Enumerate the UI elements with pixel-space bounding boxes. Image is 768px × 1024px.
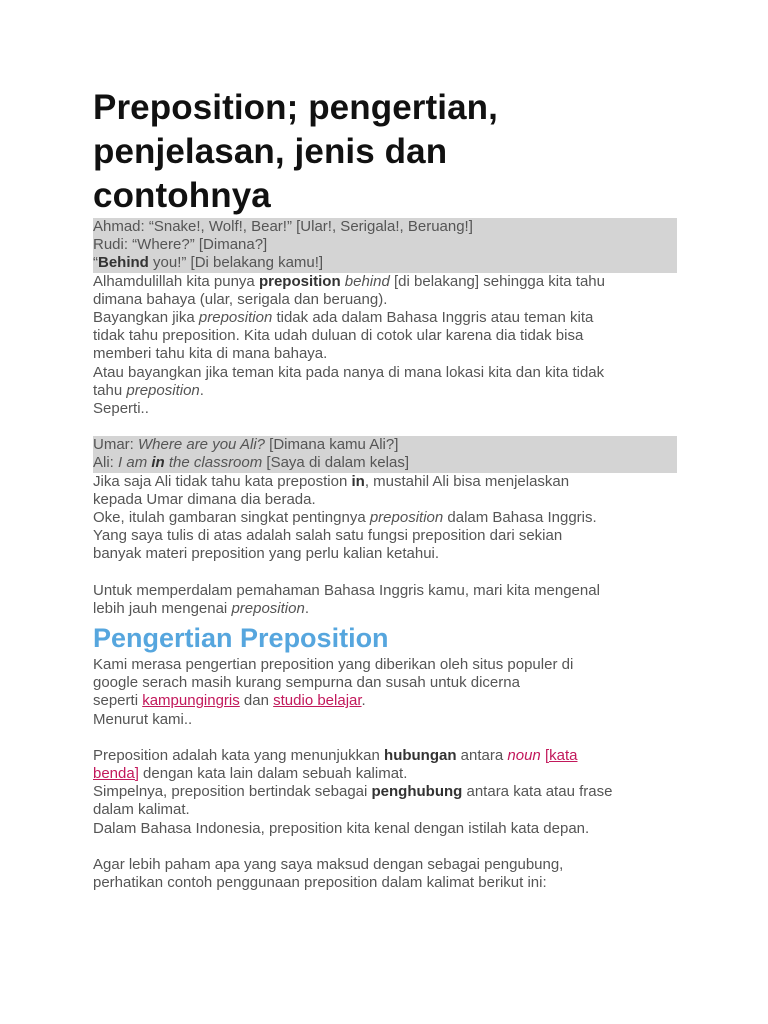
text: antara kata atau frase [462, 783, 613, 801]
text: , mustahil Ali bisa menjelaskan [364, 472, 570, 490]
paragraph-5 [93, 509, 683, 564]
text: lebih jauh mengenai [93, 599, 232, 617]
dialog-line [93, 254, 677, 272]
page-title [93, 86, 683, 218]
text: Umar: [93, 436, 138, 454]
text: . [361, 692, 366, 710]
text: dan [239, 692, 274, 710]
spacer [93, 418, 683, 436]
text-line [93, 273, 683, 291]
text: Preposition adalah kata yang menunjukkan [93, 746, 385, 764]
text-line: dimana bahaya (ular, serigala dan beruang). [93, 290, 388, 308]
bold-word: in [351, 472, 365, 490]
dialog-line: Ahmad: “Snake!, Wolf!, Bear!” [Ular!, Serigala!, Beruang!] [93, 218, 473, 235]
dialog-line [93, 436, 677, 454]
text-line: Untuk memperdalam pemahaman Bahasa Inggris kamu, mari kita mengenal [93, 581, 600, 599]
italic-word: preposition [369, 509, 444, 527]
bold-italic-word: in [151, 454, 165, 472]
section-heading: Pengertian Preposition [93, 623, 389, 654]
text-line: memberi tahu kita di mana bahaya. [93, 345, 328, 363]
italic-word: preposition [198, 309, 273, 327]
italic-text: Where are you Ali? [138, 436, 266, 454]
text-line [93, 600, 683, 618]
dialog-line [93, 454, 677, 472]
italic-word: preposition [231, 599, 305, 617]
text: antara [456, 746, 508, 764]
text-line: perhatikan contoh penggunaan preposition dalam kalimat berikut ini: [93, 874, 547, 892]
text: . [304, 599, 309, 617]
text: [Dimana kamu Ali?] [265, 436, 399, 454]
text: Simpelnya, preposition bertindak sebagai [93, 783, 372, 801]
paragraph-7 [93, 656, 683, 711]
spacer [93, 729, 683, 747]
text-line: banyak materi preposition yang perlu kalian ketahui. [93, 545, 440, 563]
paragraph-11 [93, 856, 683, 892]
title-line: Preposition; pengertian, [93, 88, 498, 127]
paragraph-10: Dalam Bahasa Indonesia, preposition kita kenal dengan istilah kata depan. [93, 819, 590, 837]
spacer [93, 564, 683, 582]
italic-word: behind [344, 272, 390, 290]
italic-word: preposition [126, 381, 200, 399]
text: dalam Bahasa Inggris. [443, 509, 597, 527]
noun-word: noun [507, 746, 541, 764]
text: Jika saja Ali tidak tahu kata prepostion [93, 472, 352, 490]
text-line: Yang saya tulis di atas adalah salah satu fungsi preposition dari sekian [93, 527, 563, 545]
seperti-line: Seperti.. [93, 400, 149, 418]
text: tidak ada dalam Bahasa Inggris atau teman kita [272, 309, 594, 327]
paragraph-1 [93, 273, 683, 309]
bold-word: hubungan [384, 746, 457, 764]
text-line: Atau bayangkan jika teman kita pada nanya di mana lokasi kita dan kita tidak [93, 363, 605, 381]
text: [di belakang] sehingga kita tahu [389, 272, 605, 290]
text-line [93, 765, 683, 783]
bold-word: penghubung [371, 783, 463, 801]
bold-word: preposition [258, 272, 341, 290]
paragraph-6 [93, 582, 683, 618]
paragraph-8 [93, 747, 683, 783]
text-line [93, 747, 683, 765]
quote-mark: “ [93, 254, 98, 272]
dialog-box-1 [93, 218, 677, 273]
link-studio-belajar[interactable]: studio belajar [273, 692, 362, 710]
dialog-text: you!” [Di belakang kamu!] [148, 254, 324, 272]
link-kampungingris[interactable]: kampungingris [142, 692, 240, 710]
dialog-line: Rudi: “Where?” [Dimana?] [93, 236, 268, 254]
text-line [93, 509, 683, 527]
text: dengan kata lain dalam sebuah kalimat. [138, 765, 408, 783]
article [93, 86, 683, 892]
spacer [93, 838, 683, 856]
paragraph-2 [93, 309, 683, 364]
link-kata-benda[interactable]: benda] [93, 765, 139, 783]
paragraph-3 [93, 364, 683, 400]
text: Oke, itulah gambaran singkat pentingnya [93, 509, 370, 527]
text-line [93, 692, 683, 710]
text: tahu [93, 381, 127, 399]
link-kata-benda[interactable]: [kata [544, 746, 578, 764]
paragraph-9 [93, 783, 683, 819]
text: seperti [93, 692, 143, 710]
text-line: Agar lebih paham apa yang saya maksud dengan sebagai pengubung, [93, 855, 564, 873]
text-line [93, 382, 683, 400]
text-line [93, 473, 683, 491]
title-line: penjelasan, jenis dan [93, 132, 448, 171]
paragraph-4 [93, 473, 683, 509]
text: Bayangkan jika [93, 309, 199, 327]
text-line: tidak tahu preposition. Kita udah duluan di cotok ular karena dia tidak bisa [93, 327, 584, 345]
italic-text: the classroom [164, 454, 263, 472]
dialog-box-2 [93, 436, 677, 472]
text: Alhamdulillah kita punya [93, 272, 259, 290]
title-line: contohnya [93, 176, 271, 215]
text-line: kepada Umar dimana dia berada. [93, 490, 316, 508]
text-line: google serach masih kurang sempurna dan susah untuk dicerna [93, 674, 520, 692]
italic-text: I am [118, 454, 152, 472]
bold-word: Behind [98, 254, 149, 272]
menurut-line: Menurut kami.. [93, 710, 193, 728]
text-line [93, 309, 683, 327]
text-line [93, 783, 683, 801]
text: Ali: [93, 454, 119, 472]
text-line: Kami merasa pengertian preposition yang diberikan oleh situs populer di [93, 656, 574, 674]
text: [Saya di dalam kelas] [262, 454, 409, 472]
text-line: dalam kalimat. [93, 801, 190, 819]
text: . [199, 381, 204, 399]
